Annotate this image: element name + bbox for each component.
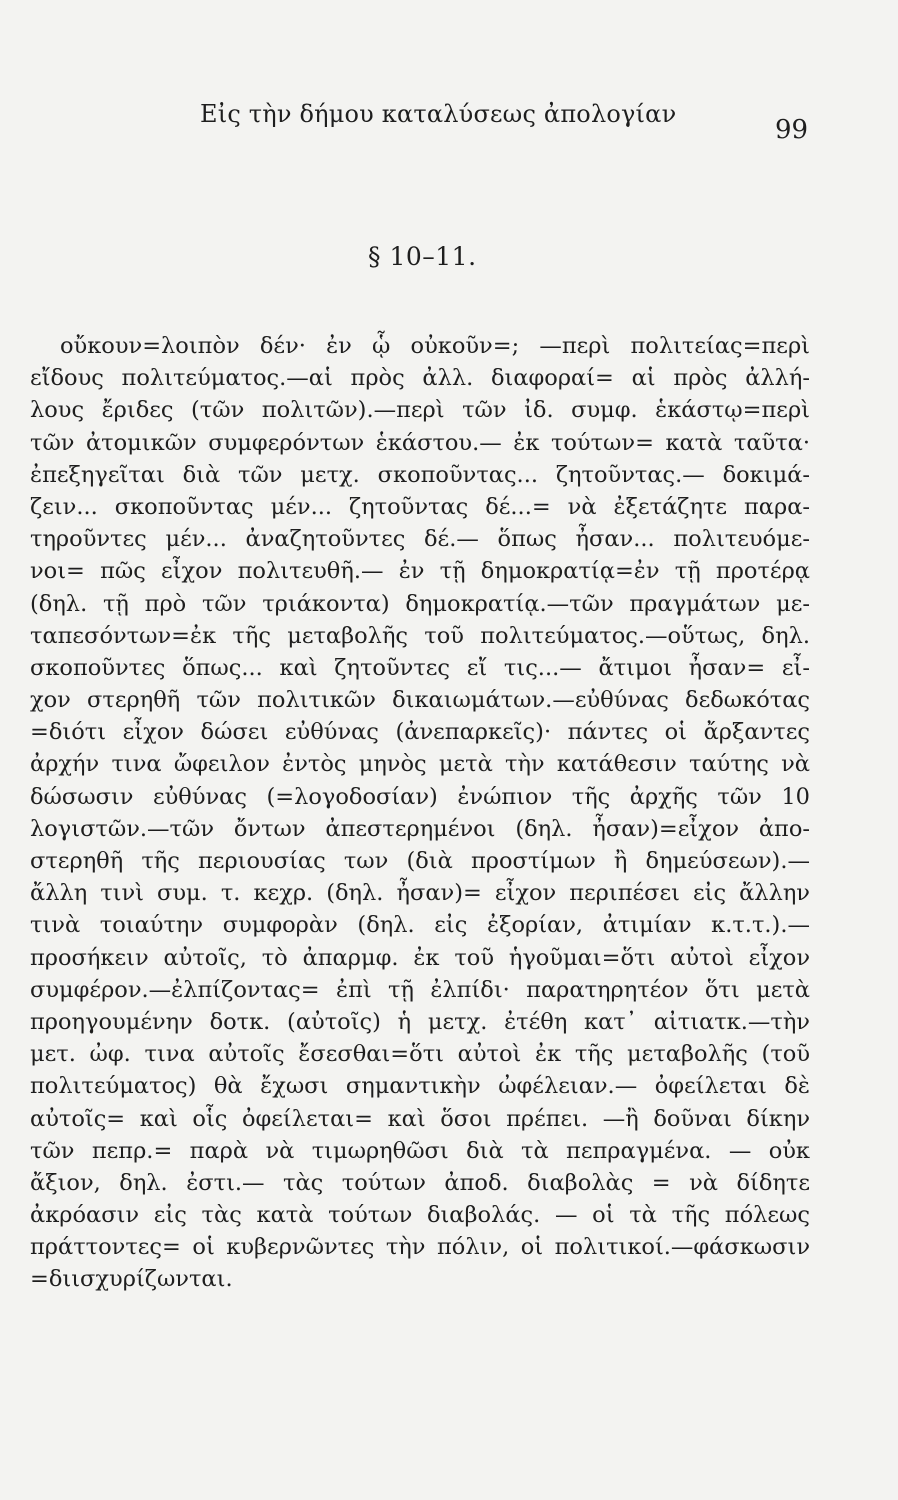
text-line: στερηθῆ τῆς περιουσίας των (διὰ προστίμων ἢ δημεύσεων).— [30, 848, 810, 874]
text-line: χον στερηθῆ τῶν πολιτικῶν δικαιωμάτων.—εὐθύνας δεδωκότας [30, 687, 810, 714]
text-line: προηγουμένην δοτκ. (αὐτοῖς) ἡ μετχ. ἐτέθη κατ᾽ αἰτιατκ.—τὴν [30, 1008, 810, 1035]
text-line: τινὰ τοιαύτην συμφορὰν (δηλ. εἰς ἐξορίαν, ἀτιμίαν κ.τ.τ.).— [30, 912, 810, 939]
text-line: ἄξιον, δηλ. ἐστι.— τὰς τούτων ἀποδ. διαβολὰς = νὰ δίδητε [30, 1169, 810, 1196]
text-line: τηροῦντες μέν... ἀναζητοῦντες δέ.— ὅπως ἦσαν... πολιτευόμε- [30, 526, 810, 553]
text-line: εἴδους πολιτεύματος.—αἱ πρὸς ἀλλ. διαφοραί= αἱ πρὸς ἀλλή- [30, 365, 810, 392]
section-heading: § 10–11. [368, 242, 477, 271]
page-number: 99 [775, 115, 809, 145]
text-line: =διότι εἶχον δώσει εὐθύνας (ἀνεπαρκεῖς)· πάντες οἱ ἄρξαντες [30, 719, 810, 746]
text-line: συμφέρον.—ἐλπίζοντας= ἐπὶ τῇ ἐλπίδι· παρατηρητέον ὅτι μετὰ [30, 976, 810, 1003]
text-line: λους ἔριδες (τῶν πολιτῶν).—περὶ τῶν ἰδ. συμφ. ἑκάστῳ=περὶ [30, 397, 810, 424]
text-line: νοι= πῶς εἶχον πολιτευθῆ.— ἐν τῇ δημοκρατίᾳ=ἐν τῇ προτέρᾳ [30, 558, 810, 585]
text-line: πολιτεύματος) θὰ ἔχωσι σημαντικὴν ὠφέλειαν.— ὀφείλεται δὲ [30, 1073, 810, 1100]
text-line: ταπεσόντων=ἐκ τῆς μεταβολῆς τοῦ πολιτεύματος.—οὕτως, δηλ. [30, 622, 810, 649]
text-line: μετ. ὠφ. τινα αὐτοῖς ἔσεσθαι=ὅτι αὐτοὶ ἐκ τῆς μεταβολῆς (τοῦ [30, 1041, 810, 1068]
text-line: οὔκουν=λοιπὸν δέν· ἐν ᾧ οὐκοῦν=; —περὶ πολιτείας=περὶ [60, 333, 810, 359]
text-line: ζειν... σκοποῦντας μέν... ζητοῦντας δέ...= νὰ ἐξετάζητε παρα- [30, 493, 810, 520]
text-line: ἄλλη τινὶ συμ. τ. κεχρ. (δηλ. ἦσαν)= εἶχον περιπέσει εἰς ἄλλην [30, 880, 810, 907]
text-line: αὐτοῖς= καὶ οἷς ὀφείλεται= καὶ ὅσοι πρέπει. —ἢ δοῦναι δίκην [30, 1105, 810, 1132]
running-title: Εἰς τὴν δήμου καταλύσεως ἀπολογίαν [200, 100, 677, 128]
text-line: ἐπεξηγεῖται διὰ τῶν μετχ. σκοποῦντας... ζητοῦντας.— δοκιμά- [30, 461, 810, 488]
text-line: προσήκειν αὐτοῖς, τὸ ἀπαρμφ. ἐκ τοῦ ἡγοῦμαι=ὅτι αὐτοὶ εἶχον [30, 944, 810, 971]
text-line: =διισχυρίζωνται. [30, 1266, 233, 1293]
text-line: δώσωσιν εὐθύνας (=λογοδοσίαν) ἐνώπιον τῆς ἀρχῆς τῶν 10 [30, 783, 810, 810]
text-line: ἀρχήν τινα ὤφειλον ἐντὸς μηνὸς μετὰ τὴν κατάθεσιν ταύτης νὰ [30, 751, 810, 778]
text-line: ἀκρόασιν εἰς τὰς κατὰ τούτων διαβολάς. — οἱ τὰ τῆς πόλεως [30, 1202, 810, 1229]
text-line: πράττοντες= οἱ κυβερνῶντες τὴν πόλιν, οἱ πολιτικοί.—φάσκωσιν [30, 1234, 810, 1261]
text-line: τῶν ἀτομικῶν συμφερόντων ἑκάστου.— ἐκ τούτων= κατὰ ταῦτα· [30, 429, 810, 456]
text-line: σκοποῦντες ὅπως... καὶ ζητοῦντες εἴ τις...— ἄτιμοι ἦσαν= εἶ- [30, 654, 810, 681]
text-line: τῶν πεπρ.= παρὰ νὰ τιμωρηθῶσι διὰ τὰ πεπραγμένα. — οὐκ [30, 1137, 810, 1164]
text-line: (δηλ. τῇ πρὸ τῶν τριάκοντα) δημοκρατίᾳ.—τῶν πραγμάτων με- [30, 590, 810, 617]
text-line: λογιστῶν.—τῶν ὄντων ἀπεστερημένοι (δηλ. ἦσαν)=εἶχον ἀπο- [30, 815, 810, 842]
commentary-text [30, 330, 810, 1296]
